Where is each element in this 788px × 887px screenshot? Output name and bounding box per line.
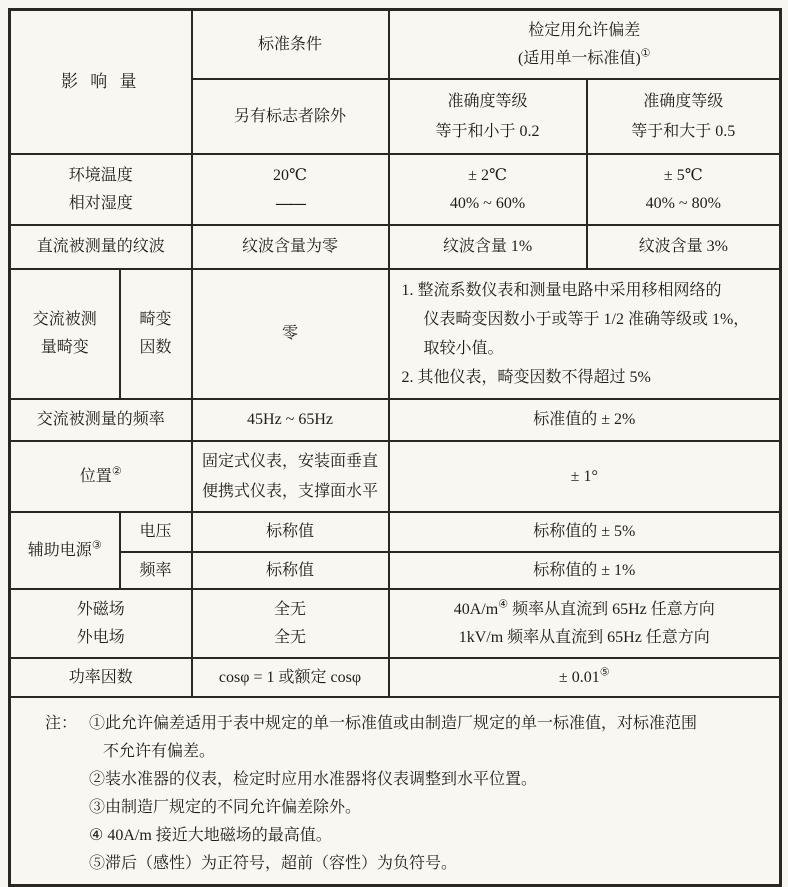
header-accuracy-ge-0-5 <box>587 79 781 154</box>
verification-conditions-table <box>8 8 782 887</box>
ac-measured-label: 交流被测 <box>32 311 97 328</box>
header-standard-conditions: 标准条件 <box>192 10 389 80</box>
cell-aux-power-name <box>10 512 120 589</box>
row-environment <box>10 154 781 225</box>
notes-label: 注： <box>45 715 78 732</box>
cell-distortion-deviation <box>389 269 781 399</box>
cell-distortion-factor <box>120 269 192 399</box>
footnote-4: ④ 40A/m 接近大地磁场的最高值。 <box>89 827 332 844</box>
row-ac-distortion <box>10 269 781 399</box>
env-low-temp-deviation: ± 2℃ <box>468 166 507 184</box>
distortion-factor-label: 畸变 <box>139 311 172 328</box>
accuracy-class-range: 等于和大于 0.5 <box>631 122 736 140</box>
header-allowed-deviation-line1: 检定用允许偏差 <box>528 21 641 39</box>
cell-env-high-class <box>587 154 781 225</box>
env-standard-humidity-dash: —— <box>276 194 304 212</box>
cell-position-standard <box>192 441 389 512</box>
footnote-marker-3: ③ <box>91 539 102 552</box>
distortion-rule-1-line1: 1. 整流系数仪表和测量电路中采用移相网络的 <box>401 282 722 299</box>
header-allowed-deviation-text: (适用单一标准值) <box>517 49 641 67</box>
position-label: 位置 <box>79 467 112 485</box>
ac-measured-label2: 量畸变 <box>40 339 89 356</box>
cell-frequency-deviation: 标准值的 ± 2% <box>389 399 781 441</box>
cell-ripple-standard: 纹波含量为零 <box>192 225 389 269</box>
position-portable-instruments: 便携式仪表，支撑面水平 <box>201 482 378 500</box>
footnote-marker-4: ④ <box>498 598 509 611</box>
footnote-3: ③由制造厂规定的不同允许偏差除外。 <box>89 799 362 816</box>
ambient-temperature-label: 环境温度 <box>68 166 133 184</box>
accuracy-class-label: 准确度等级 <box>447 92 528 110</box>
cell-pf-standard: cosφ = 1 或额定 cosφ <box>192 658 389 697</box>
cell-ripple-name: 直流被测量的纹波 <box>10 225 192 269</box>
cell-pf-name: 功率因数 <box>10 658 192 697</box>
cell-aux-voltage-deviation: 标称值的 ± 5% <box>389 512 781 552</box>
magnetic-field-condition: 频率从直流到 65Hz 任意方向 <box>508 600 715 618</box>
row-power-factor <box>10 658 781 697</box>
env-high-temp-deviation: ± 5℃ <box>663 166 703 184</box>
header-row-1 <box>10 10 781 80</box>
env-standard-temp: 20℃ <box>273 166 307 184</box>
cell-env-low-class <box>389 154 587 225</box>
distortion-rule-1-line3: 取较小值。 <box>423 340 504 357</box>
row-ac-frequency <box>10 399 781 441</box>
distortion-rule-1-line2: 仪表畸变因数小于或等于 1/2 准确等级或 1%， <box>423 311 750 328</box>
cell-fields-name <box>10 589 192 658</box>
aux-power-label: 辅助电源 <box>27 541 92 559</box>
cell-fields-deviation <box>389 589 781 658</box>
header-influence-quantity: 影 响 量 <box>10 10 192 155</box>
cell-position-name <box>10 441 192 512</box>
header-allowed-deviation <box>389 10 781 80</box>
footnote-marker-1: ① <box>640 47 651 60</box>
cell-aux-frequency-label: 频率 <box>120 552 192 589</box>
magnetic-field-standard: 全无 <box>273 600 306 618</box>
cell-position-deviation: ± 1° <box>389 441 781 512</box>
cell-fields-standard <box>192 589 389 658</box>
header-allowed-deviation-line2 <box>394 45 776 73</box>
relative-humidity-label: 相对湿度 <box>68 194 133 212</box>
magnetic-field-deviation <box>394 596 776 624</box>
electric-field-standard: 全无 <box>273 628 306 646</box>
header-standard-conditions-sub: 另有标志者除外 <box>192 79 389 154</box>
position-fixed-instruments: 固定式仪表，安装面垂直 <box>201 452 378 470</box>
footnote-1-text: ①此允许偏差适用于表中规定的单一标准值或由制造厂规定的单一标准值，对标准范围 <box>89 715 698 732</box>
cell-frequency-name: 交流被测量的频率 <box>10 399 192 441</box>
header-accuracy-le-0-2 <box>389 79 587 154</box>
cell-frequency-standard: 45Hz ~ 65Hz <box>192 399 389 441</box>
cell-ripple-low: 纹波含量 1% <box>389 225 587 269</box>
external-magnetic-field-label: 外磁场 <box>76 600 125 618</box>
row-aux-voltage <box>10 512 781 552</box>
footnote-marker-5: ⑤ <box>599 666 610 679</box>
magnetic-field-value: 40A/m <box>453 600 499 618</box>
cell-aux-frequency-standard: 标称值 <box>192 552 389 589</box>
row-aux-frequency <box>10 552 781 589</box>
row-notes <box>10 697 781 886</box>
env-low-humidity-range: 40% ~ 60% <box>449 194 526 212</box>
cell-aux-voltage-label: 电压 <box>120 512 192 552</box>
footnote-2: ②装水准器的仪表，检定时应用水准器将仪表调整到水平位置。 <box>89 771 538 788</box>
electric-field-deviation: 1kV/m 频率从直流到 65Hz 任意方向 <box>458 628 710 646</box>
cell-aux-frequency-deviation: 标称值的 ± 1% <box>389 552 781 589</box>
cell-env-name <box>10 154 192 225</box>
env-high-humidity-range: 40% ~ 80% <box>645 194 721 212</box>
row-position <box>10 441 781 512</box>
cell-env-standard <box>192 154 389 225</box>
footnote-5: ⑤滞后（感性）为正符号，超前（容性）为负符号。 <box>89 855 458 872</box>
footnote-1-line2: 不允许有偏差。 <box>103 743 216 760</box>
external-electric-field-label: 外电场 <box>76 628 125 646</box>
cell-distortion-name <box>10 269 120 399</box>
distortion-rule-2: 2. 其他仪表，畸变因数不得超过 5% <box>401 369 651 386</box>
footnote-marker-2: ② <box>111 465 122 478</box>
row-dc-ripple <box>10 225 781 269</box>
accuracy-class-label: 准确度等级 <box>643 92 724 110</box>
pf-deviation-value: ± 0.01 <box>558 668 600 686</box>
cell-distortion-standard: 零 <box>192 269 389 399</box>
cell-aux-voltage-standard: 标称值 <box>192 512 389 552</box>
accuracy-class-range: 等于和小于 0.2 <box>435 122 540 140</box>
footnotes-section <box>10 697 781 886</box>
cell-pf-deviation <box>389 658 781 697</box>
footnote-1-line1 <box>45 710 761 738</box>
row-external-fields <box>10 589 781 658</box>
cell-ripple-high: 纹波含量 3% <box>587 225 781 269</box>
distortion-factor-label2: 因数 <box>139 339 172 356</box>
